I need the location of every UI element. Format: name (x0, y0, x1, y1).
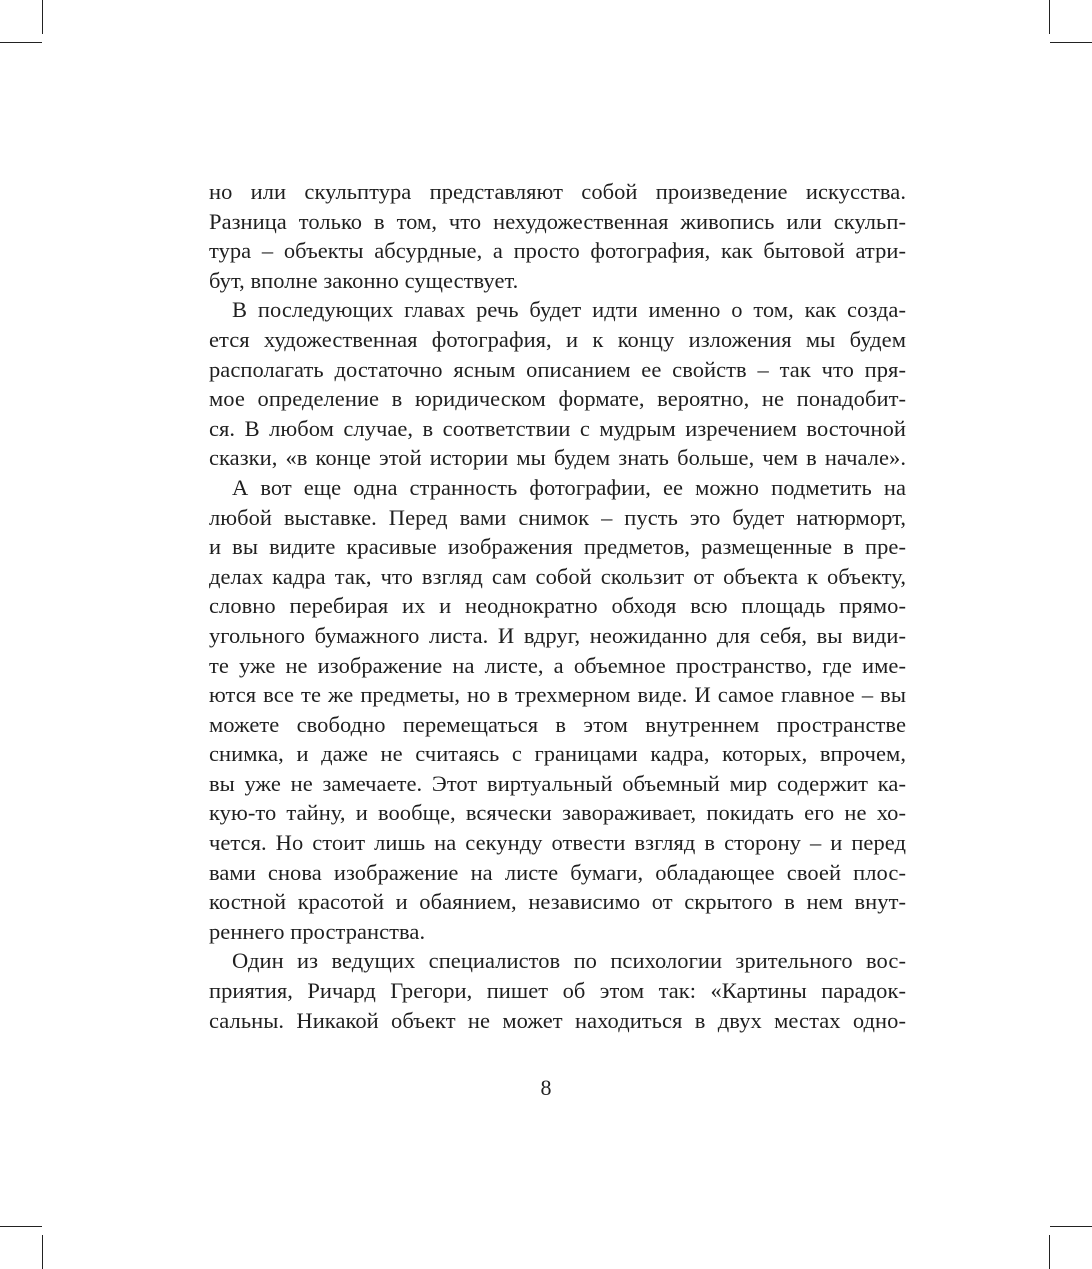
text-line: кую-то тайну, и вообще, всячески завораживает, покидать его не хо- (209, 800, 906, 826)
text-line: располагать достаточно ясным описанием ее свойств – так что пря- (209, 356, 906, 382)
text-line: приятия, Ричард Грегори, пишет об этом так: «Картины парадок- (209, 978, 906, 1004)
crop-mark-top-left-horizontal (0, 42, 42, 43)
page-number: 8 (540, 1075, 552, 1100)
text-line: ется художественная фотография, и к концу изложения мы будем (209, 326, 906, 352)
text-line: Разница только в том, что нехудожественная живопись или скульп- (209, 208, 906, 234)
text-line: и вы видите красивые изображения предметов, размещенные в пре- (209, 534, 906, 560)
text-line: те уже не изображение на листе, а объемное пространство, где име- (209, 652, 906, 678)
crop-mark-bottom-left-vertical (42, 1235, 43, 1269)
body-text (209, 177, 906, 1035)
text-line: но или скульптура представляют собой произведение искусства. (209, 179, 906, 204)
text-line: любой выставке. Перед вами снимок – пусть это будет натюрморт, (209, 504, 906, 530)
text-line: сказки, «в конце этой истории мы будем знать больше, чем в начале». (209, 445, 906, 471)
text-line: ются все те же предметы, но в трехмерном виде. И самое главное – вы (209, 682, 906, 708)
paragraph (209, 473, 906, 947)
text-line: мое определение в юридическом формате, вероятно, не понадобит- (209, 386, 906, 412)
text-line: вы уже не замечаете. Этот виртуальный объемный мир содержит ка- (209, 770, 906, 796)
text-line: В последующих главах речь будет идти именно о том, как созда- (232, 297, 906, 323)
paragraph (209, 177, 906, 295)
text-line: сальны. Никакой объект не может находиться в двух местах одно- (209, 1007, 906, 1033)
text-line: бут, вполне законно существует. (209, 267, 519, 293)
text-line: делах кадра так, что взгляд сам собой скользит от объекта к объекту, (209, 563, 906, 589)
crop-mark-top-right-vertical (1049, 0, 1050, 34)
text-line: снимка, и даже не считаясь с границами кадра, которых, впрочем, (209, 741, 906, 767)
text-line: словно перебирая их и неоднократно обходя всю площадь прямо- (209, 593, 906, 619)
crop-mark-bottom-left-horizontal (0, 1226, 42, 1227)
crop-mark-bottom-right-horizontal (1050, 1226, 1092, 1227)
paragraph (209, 946, 906, 1035)
text-line: А вот еще одна странность фотографии, ее можно подметить на (232, 474, 906, 500)
text-line: Один из ведущих специалистов по психологии зрительного вос- (232, 948, 906, 974)
crop-mark-top-left-vertical (42, 0, 43, 34)
crop-mark-top-right-horizontal (1050, 42, 1092, 43)
text-line: ся. В любом случае, в соответствии с мудрым изречением восточной (209, 415, 906, 441)
text-line: вами снова изображение на листе бумаги, обладающее своей плос- (209, 859, 906, 885)
text-line: угольного бумажного листа. И вдруг, неожиданно для себя, вы види- (209, 622, 906, 648)
paragraph (209, 295, 906, 473)
text-line: можете свободно перемещаться в этом внутреннем пространстве (209, 711, 906, 737)
crop-mark-bottom-right-vertical (1049, 1235, 1050, 1269)
text-line: костной красотой и обаянием, независимо от скрытого в нем внут- (209, 889, 906, 915)
text-line: тура – объекты абсурдные, а просто фотография, как бытовой атри- (209, 238, 906, 264)
text-line: реннего пространства. (209, 918, 426, 944)
text-line: чется. Но стоит лишь на секунду отвести взгляд в сторону – и перед (209, 830, 906, 856)
